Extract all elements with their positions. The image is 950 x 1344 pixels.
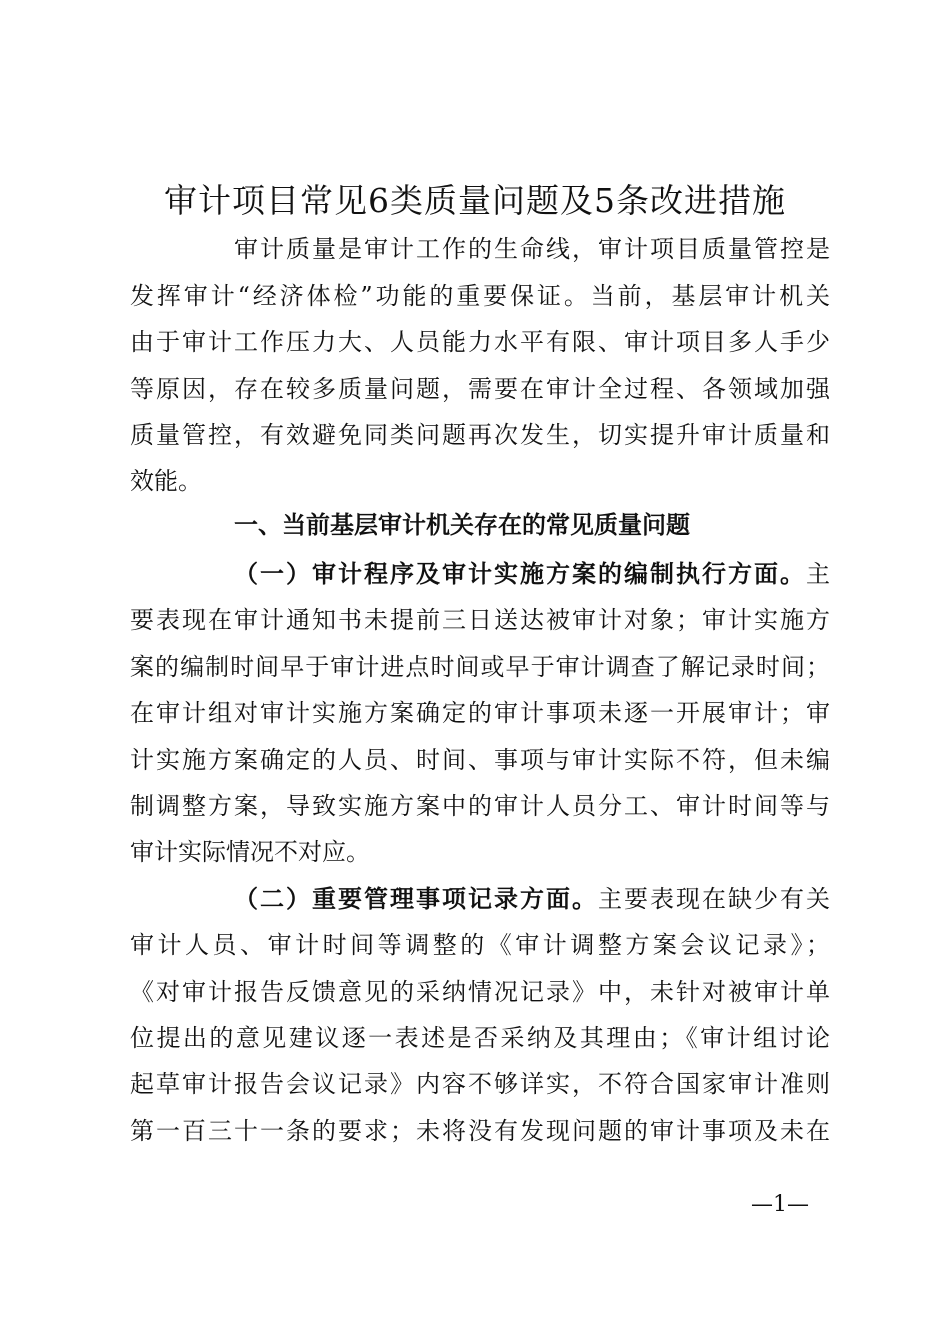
item2-line-5: 起草审计报告会议记录》内容不够详实，不符合国家审计准则 (130, 1070, 830, 1098)
intro-line-6: 效能。 (130, 467, 202, 495)
intro-line-5: 质量管控，有效避免同类问题再次发生，切实提升审计质量和 (130, 421, 830, 449)
item2-label: （二）重要管理事项记录方面。 (234, 884, 598, 913)
item1-line-5: 计实施方案确定的人员、时间、事项与审计实际不符，但未编 (130, 746, 830, 774)
section-heading: 一、当前基层审计机关存在的常见质量问题 (234, 511, 690, 539)
item1-line-2: 要表现在审计通知书未提前三日送达被审计对象；审计实施方 (130, 606, 830, 634)
intro-line-2: 发挥审计“经济体检”功能的重要保证。当前，基层审计机关 (130, 282, 830, 310)
item1-line-7: 审计实际情况不对应。 (130, 838, 370, 866)
item2-line-2: 审计人员、审计时间等调整的《审计调整方案会议记录》； (130, 931, 830, 959)
item2-line-6: 第一百三十一条的要求；未将没有发现问题的审计事项及未在 (130, 1117, 830, 1145)
intro-line-4: 等原因，存在较多质量问题，需要在审计全过程、各领域加强 (130, 375, 830, 403)
item1-label: （一）审计程序及审计实施方案的编制执行方面。 (234, 559, 806, 588)
intro-line-3: 由于审计工作压力大、人员能力水平有限、审计项目多人手少 (130, 328, 830, 356)
item1-line-6: 制调整方案，导致实施方案中的审计人员分工、审计时间等与 (130, 792, 830, 820)
item2-first-line (234, 882, 830, 916)
item1-first-line (234, 557, 830, 591)
page-number: —1— (751, 1192, 809, 1217)
intro-line-1: 审计质量是审计工作的生命线，审计项目质量管控是 (234, 235, 830, 263)
item2-first-line-text: 主要表现在缺少有关 (598, 885, 830, 913)
item2-line-3: 《对审计报告反馈意见的采纳情况记录》中，未针对被审计单 (130, 978, 830, 1006)
item1-line-3: 案的编制时间早于审计进点时间或早于审计调查了解记录时间； (130, 653, 830, 681)
document-title: 审计项目常见6类质量问题及5条改进措施 (164, 181, 786, 220)
item1-first-line-text: 主 (806, 560, 830, 588)
item2-line-4: 位提出的意见建议逐一表述是否采纳及其理由；《审计组讨论 (130, 1024, 830, 1052)
item1-line-4: 在审计组对审计实施方案确定的审计事项未逐一开展审计；审 (130, 699, 830, 727)
